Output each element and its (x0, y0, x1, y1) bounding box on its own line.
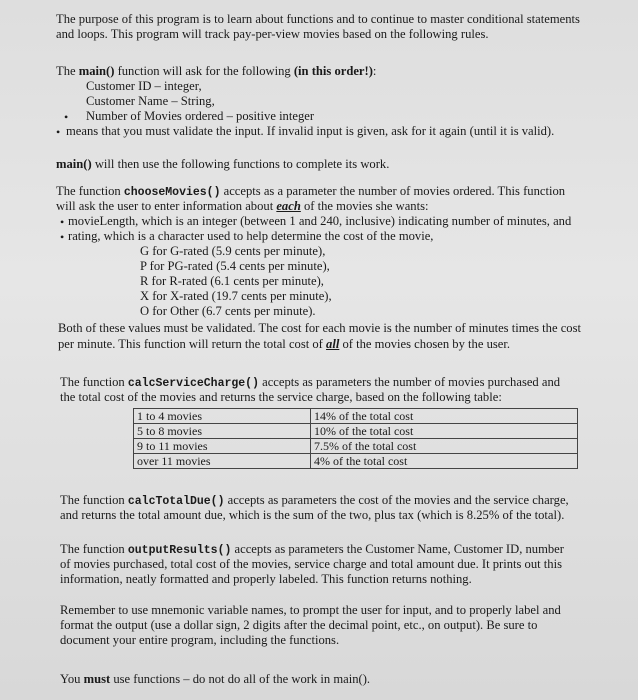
main-heading: The main() function will ask for the following (in this order!): (56, 64, 377, 78)
table-cell: 10% of the total cost (311, 424, 578, 439)
intro-line-2: and loops. This program will track pay-per-view movies based on the following rules. (56, 27, 489, 41)
table-cell: 7.5% of the total cost (311, 439, 578, 454)
table-row (134, 454, 578, 469)
rating-o: O for Other (6.7 cents per minute). (140, 304, 316, 318)
both-validated-line-1: Both of these values must be validated. The cost for each movie is the number of minutes times the cost (58, 321, 581, 335)
remember-line-1: Remember to use mnemonic variable names, to prompt the user for input, and to properly label and (60, 603, 561, 617)
main-item-movie-count: Number of Movies ordered – positive integer (86, 109, 315, 123)
choose-movies-line-1: The function chooseMovies() accepts as a parameter the number of movies ordered. This function (56, 184, 566, 199)
rating-g: G for G-rated (5.9 cents per minute), (140, 244, 326, 258)
remember-line-2: format the output (use a dollar sign, 2 digits after the decimal point, etc., on output). Be sure to (60, 618, 538, 632)
intro-line-1: The purpose of this program is to learn about functions and to continue to master conditional statements (56, 12, 580, 26)
table-cell: 1 to 4 movies (134, 409, 311, 424)
total-due-line-1: The function calcTotalDue() accepts as parameters the cost of the movies and the service charge, (60, 493, 569, 508)
table-cell: 5 to 8 movies (134, 424, 311, 439)
rating-x: X for X-rated (19.7 cents per minute), (140, 289, 332, 303)
both-validated-line-2: per minute. This function will return the total cost of all of the movies chosen by the user. (58, 337, 511, 351)
rating-bullet: rating, which is a character used to help determine the cost of the movie, (68, 229, 434, 243)
choose-movies-line-2: will ask the user to enter information about each of the movies she wants: (56, 199, 429, 213)
output-results-line-3: information, neatly formatted and properly labeled. This function returns nothing. (60, 572, 472, 586)
remember-line-3: document your entire program, including the functions. (60, 633, 340, 647)
table-cell: 4% of the total cost (311, 454, 578, 469)
rating-p: P for PG-rated (5.4 cents per minute), (140, 259, 330, 273)
movie-length-bullet: movieLength, which is an integer (between 1 and 240, inclusive) indicating number of minutes, and (68, 214, 572, 228)
bullet-icon: • (60, 215, 65, 229)
output-results-line-1: The function outputResults() accepts as parameters the Customer Name, Customer ID, number (60, 542, 564, 557)
final-note: You must use functions – do not do all of the work in main(). (60, 672, 371, 686)
table-cell: 9 to 11 movies (134, 439, 311, 454)
total-due-line-2: and returns the total amount due, which is the sum of the two, plus tax (which is 8.25% of the total). (60, 508, 565, 522)
main-item-customer-name: Customer Name – String, (86, 94, 215, 108)
service-charge-table (133, 408, 578, 469)
rating-r: R for R-rated (6.1 cents per minute), (140, 274, 324, 288)
table-cell: 14% of the total cost (311, 409, 578, 424)
bullet-icon: • (64, 110, 69, 124)
validation-note: means that you must validate the input. If invalid input is given, ask for it again (until it is valid). (66, 124, 555, 138)
service-charge-line-1: The function calcServiceCharge() accepts as parameters the number of movies purchased and (60, 375, 561, 390)
output-results-line-2: of movies purchased, total cost of the movies, service charge and total amount due. It prints out this (60, 557, 562, 571)
uses-functions-line: main() will then use the following functions to complete its work. (56, 157, 390, 171)
table-row (134, 439, 578, 454)
service-charge-line-2: the total cost of the movies and returns the service charge, based on the following table: (60, 390, 502, 404)
main-item-customer-id: Customer ID – integer, (86, 79, 202, 93)
table-cell: over 11 movies (134, 454, 311, 469)
table-row (134, 409, 578, 424)
table-row (134, 424, 578, 439)
bullet-icon: • (60, 230, 65, 244)
bullet-icon: • (56, 125, 61, 139)
